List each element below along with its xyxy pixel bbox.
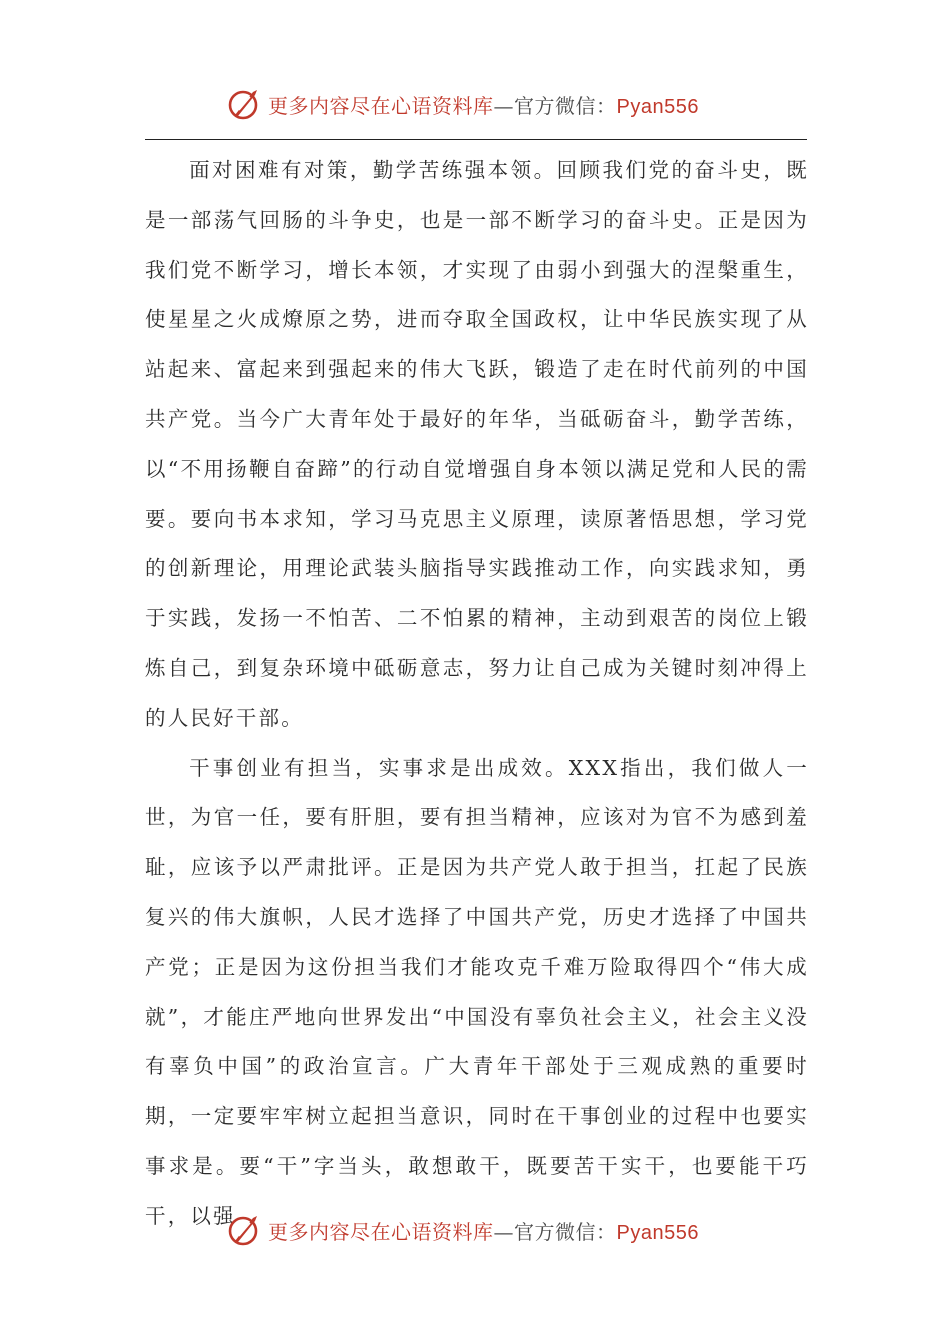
document-body xyxy=(145,146,809,1242)
paragraph-responsibility: 干事创业有担当，实事求是出成效。XXX指出，我们做人一世，为官一任，要有肝胆，要有担当精神，应该对为官不为感到羞耻，应该予以严肃批评。正是因为共产党人敢于担当，扛起了民族复兴的伟大旗帜，人民才选择了中国共产党，历史才选择了中国共产党；正是因为这份担当我们才能攻克千难万险取得四个“伟大成就”，才能庄严地向世界发出“中国没有辜负社会主义，社会主义没有辜负中国”的政治宣言。广大青年干部处于三观成熟的重要时期，一定要牢牢树立起担当意识，同时在干事创业的过程中也要实事求是。要“干”字当头，敢想敢干，既要苦干实干，也要能干巧干，以强 xyxy=(145,755,809,1228)
footer-banner xyxy=(226,1210,699,1250)
quill-pen-logo-icon xyxy=(226,1212,262,1248)
header-banner-text xyxy=(268,90,699,119)
header-banner-label: —官方微信： xyxy=(493,93,617,118)
quill-pen-logo-icon xyxy=(226,86,262,122)
footer-banner-text xyxy=(268,1216,699,1245)
footer-banner-wechat-id: Pyan556 xyxy=(616,1221,699,1244)
header-banner xyxy=(226,84,699,124)
footer-banner-label: —官方微信： xyxy=(493,1219,617,1244)
header-banner-title: 更多内容尽在心语资料库 xyxy=(268,93,494,118)
paragraph-study-skills: 面对困难有对策，勤学苦练强本领。回顾我们党的奋斗史，既是一部荡气回肠的斗争史，也是一部不断学习的奋斗史。正是因为我们党不断学习，增长本领，才实现了由弱小到强大的涅槃重生，使星星之火成燎原之势，进而夺取全国政权，让中华民族实现了从站起来、富起来到强起来的伟大飞跃，锻造了走在时代前列的中国共产党。当今广大青年处于最好的年华，当砥砺奋斗，勤学苦练，以“不用扬鞭自奋蹄”的行动自觉增强自身本领以满足党和人民的需要。要向书本求知，学习马克思主义原理，读原著悟思想，学习党的创新理论，用理论武装头脑指导实践推动工作，向实践求知，勇于实践，发扬一不怕苦、二不怕累的精神，主动到艰苦的岗位上锻炼自己，到复杂环境中砥砺意志，努力让自己成为关键时刻冲得上的人民好干部。 xyxy=(145,158,809,730)
header-divider xyxy=(145,139,807,140)
footer-banner-title: 更多内容尽在心语资料库 xyxy=(268,1219,494,1244)
header-banner-wechat-id: Pyan556 xyxy=(616,95,699,118)
